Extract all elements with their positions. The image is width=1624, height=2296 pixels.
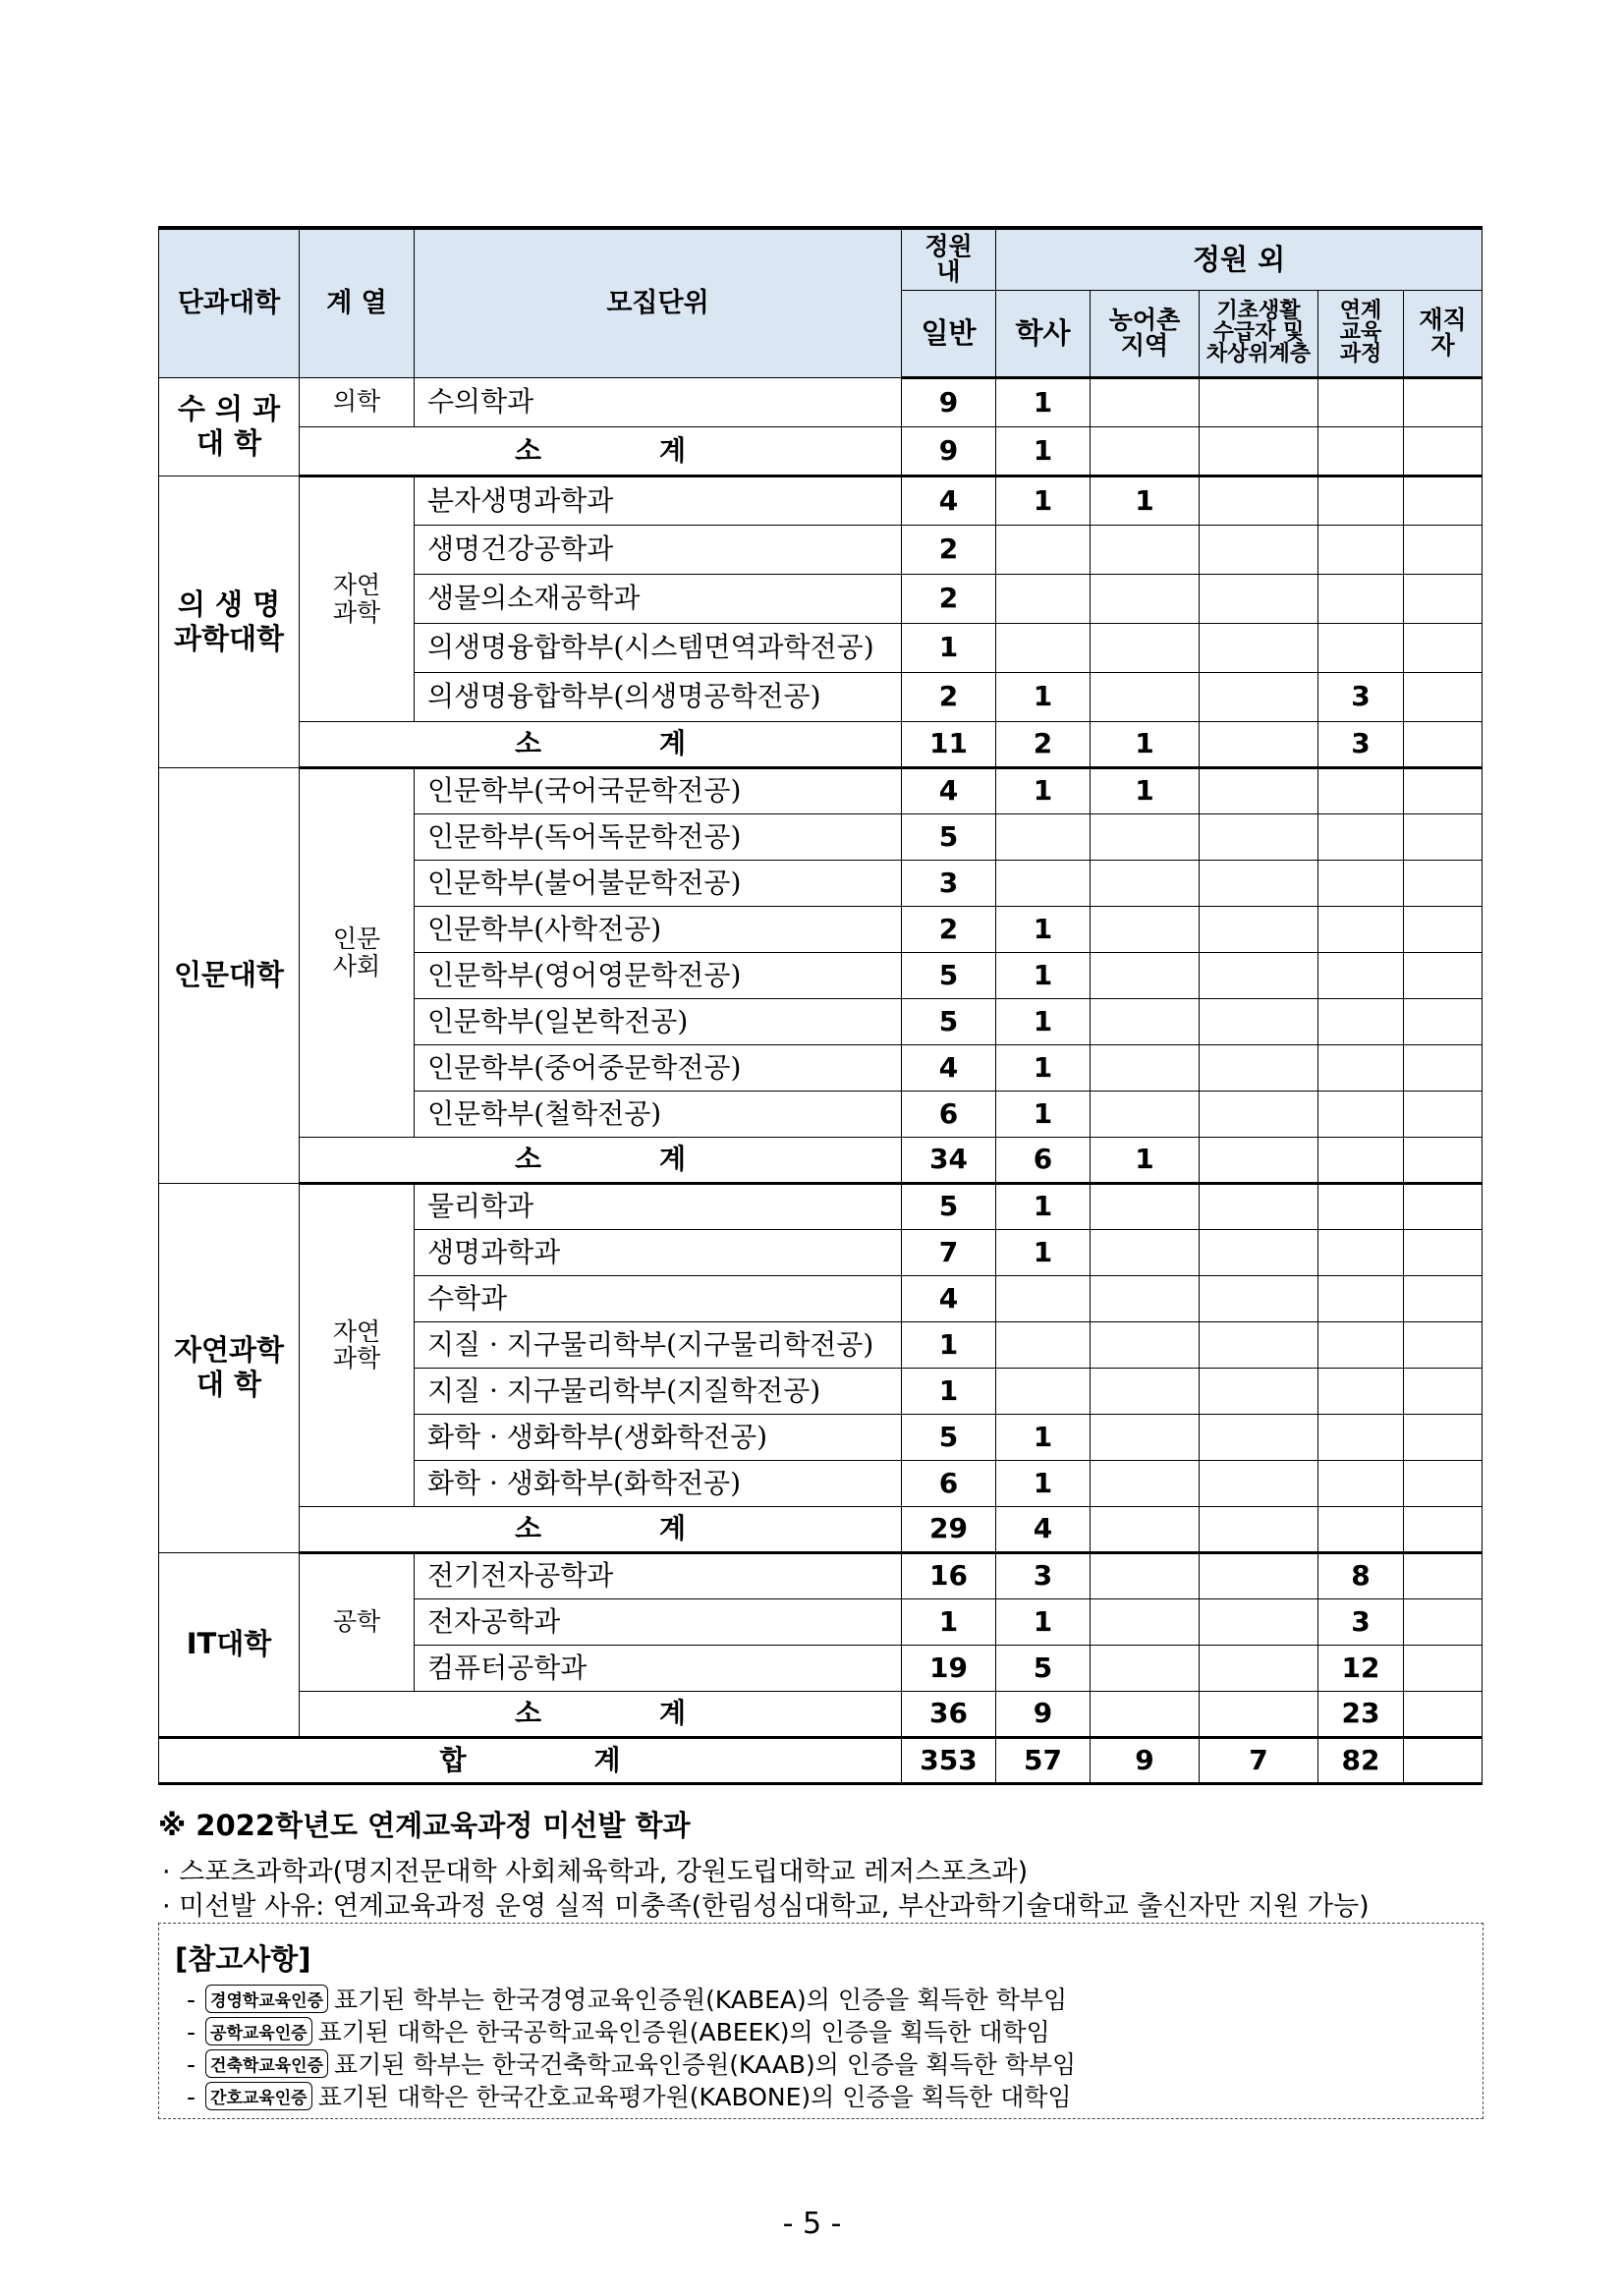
quota-basic: [1200, 525, 1318, 574]
total-basic: 7: [1200, 1737, 1318, 1783]
reference-prefix: -: [187, 2083, 196, 2111]
header-inside-quota: 정원 내: [902, 228, 996, 290]
subtotal-label-b: 계: [659, 1143, 687, 1176]
quota-basic: [1200, 1044, 1318, 1091]
subtotal-label-b: 계: [659, 1697, 687, 1730]
quota-basic: [1200, 672, 1318, 721]
quota-general: 5: [902, 813, 996, 860]
header-track: 계 열: [300, 228, 415, 377]
quota-linked: [1318, 1368, 1404, 1414]
quota-general: 4: [902, 476, 996, 525]
total-linked: 82: [1318, 1737, 1404, 1783]
quota-rural: [1091, 1183, 1200, 1229]
quota-rural: [1091, 860, 1200, 906]
quota-basic: [1200, 860, 1318, 906]
quota-basic: [1200, 1552, 1318, 1598]
quota-rural: [1091, 1598, 1200, 1645]
quota-rural: [1091, 1552, 1200, 1598]
header-bachelor: 학사: [996, 290, 1091, 377]
subtotal-label-a: 소: [514, 433, 541, 467]
track-name: 인문 사회: [300, 767, 415, 1137]
table-header: [159, 228, 1483, 377]
quota-rural: [1091, 1414, 1200, 1460]
quota-rural: [1091, 672, 1200, 721]
notes-bullet: · 스포츠과학과(명지전문대학 사회체육학과, 강원도립대학교 레저스포츠과): [162, 1857, 1029, 1887]
subtotal-general: 36: [902, 1691, 996, 1737]
college-name: IT대학: [159, 1552, 300, 1737]
header-employed: 재직 자: [1404, 290, 1483, 377]
total-rural: 9: [1091, 1737, 1200, 1783]
quota-bachelor: 1: [996, 1598, 1091, 1645]
quota-bachelor: [996, 1321, 1091, 1368]
college-name: 수 의 과 대 학: [159, 377, 300, 476]
quota-bachelor: 1: [996, 1414, 1091, 1460]
quota-basic: [1200, 377, 1318, 426]
quota-bachelor: 1: [996, 672, 1091, 721]
quota-general: 4: [902, 767, 996, 813]
subtotal-linked: [1318, 1506, 1404, 1552]
quota-employed: [1404, 1091, 1483, 1137]
certification-badge: 간호교육인증: [205, 2082, 312, 2110]
reference-item: [187, 2078, 1072, 2113]
unit-name: 화학 · 생화학부(화학전공): [415, 1460, 902, 1506]
subtotal-label: [300, 1691, 902, 1737]
subtotal-employed: [1404, 1137, 1483, 1183]
quota-linked: [1318, 1229, 1404, 1275]
subtotal-employed: [1404, 1691, 1483, 1737]
reference-item: [187, 2013, 1050, 2048]
subtotal-rural: [1091, 1691, 1200, 1737]
total-label-b: 계: [593, 1743, 621, 1776]
subtotal-label: [300, 1506, 902, 1552]
unit-name: 의생명융합학부(시스템면역과학전공): [415, 623, 902, 672]
quota-bachelor: 1: [996, 476, 1091, 525]
quota-general: 2: [902, 525, 996, 574]
unit-name: 수학과: [415, 1275, 902, 1321]
unit-name: 전기전자공학과: [415, 1552, 902, 1598]
quota-general: 3: [902, 860, 996, 906]
quota-linked: [1318, 767, 1404, 813]
quota-employed: [1404, 767, 1483, 813]
page-number: - 5 -: [782, 2207, 842, 2241]
quota-rural: [1091, 813, 1200, 860]
header-basic-living: 기초생활 수급자 및 차상위계층: [1200, 290, 1318, 377]
unit-name: 인문학부(사학전공): [415, 906, 902, 952]
quota-linked: [1318, 906, 1404, 952]
subtotal-label-a: 소: [514, 727, 541, 760]
notes-title: ※ 2022학년도 연계교육과정 미선발 학과: [158, 1809, 691, 1842]
reference-item: [187, 2045, 1076, 2081]
quota-bachelor: 1: [996, 1044, 1091, 1091]
quota-general: 2: [902, 672, 996, 721]
quota-basic: [1200, 574, 1318, 623]
quota-general: 7: [902, 1229, 996, 1275]
quota-employed: [1404, 952, 1483, 998]
header-rural: 농어촌 지역: [1091, 290, 1200, 377]
quota-basic: [1200, 1645, 1318, 1691]
quota-general: 9: [902, 377, 996, 426]
quota-general: 5: [902, 952, 996, 998]
quota-rural: [1091, 377, 1200, 426]
quota-linked: [1318, 1091, 1404, 1137]
quota-general: 19: [902, 1645, 996, 1691]
unit-name: 의생명융합학부(의생명공학전공): [415, 672, 902, 721]
unit-name: 인문학부(철학전공): [415, 1091, 902, 1137]
table-row: [159, 377, 1483, 426]
subtotal-label-a: 소: [514, 1697, 541, 1730]
subtotal-general: 11: [902, 721, 996, 767]
quota-rural: [1091, 998, 1200, 1044]
admission-quota-table: [158, 226, 1483, 1785]
unit-name: 인문학부(중어중문학전공): [415, 1044, 902, 1091]
quota-bachelor: [996, 1368, 1091, 1414]
subtotal-label-b: 계: [659, 1512, 687, 1545]
quota-linked: [1318, 525, 1404, 574]
quota-rural: [1091, 1321, 1200, 1368]
subtotal-bachelor: 1: [996, 426, 1091, 476]
subtotal-row: [159, 426, 1483, 476]
quota-rural: [1091, 1368, 1200, 1414]
unit-name: 인문학부(영어영문학전공): [415, 952, 902, 998]
subtotal-row: [159, 1506, 1483, 1552]
quota-general: 1: [902, 1598, 996, 1645]
quota-bachelor: [996, 860, 1091, 906]
quota-linked: [1318, 476, 1404, 525]
quota-rural: [1091, 623, 1200, 672]
quota-basic: [1200, 1414, 1318, 1460]
reference-text: 표기된 학부는 한국경영교육인증원(KABEA)의 인증을 획득한 학부임: [334, 1986, 1068, 2014]
quota-linked: [1318, 998, 1404, 1044]
quota-bachelor: 1: [996, 767, 1091, 813]
header-linked: 연계 교육 과정: [1318, 290, 1404, 377]
unit-name: 수의학과: [415, 377, 902, 426]
subtotal-label: [300, 1137, 902, 1183]
quota-general: 5: [902, 998, 996, 1044]
table-row: [159, 476, 1483, 525]
total-bachelor: 57: [996, 1737, 1091, 1783]
quota-rural: [1091, 1645, 1200, 1691]
subtotal-employed: [1404, 426, 1483, 476]
quota-rural: [1091, 1091, 1200, 1137]
quota-bachelor: 1: [996, 998, 1091, 1044]
quota-employed: [1404, 1229, 1483, 1275]
quota-bachelor: [996, 574, 1091, 623]
reference-text: 표기된 대학은 한국공학교육인증원(ABEEK)의 인증을 획득한 대학임: [317, 2018, 1050, 2046]
unit-name: 분자생명과학과: [415, 476, 902, 525]
quota-general: 16: [902, 1552, 996, 1598]
certification-badge: 경영학교육인증: [205, 1985, 328, 2013]
quota-employed: [1404, 1414, 1483, 1460]
subtotal-employed: [1404, 721, 1483, 767]
quota-employed: [1404, 1598, 1483, 1645]
quota-employed: [1404, 1321, 1483, 1368]
unit-name: 인문학부(국어국문학전공): [415, 767, 902, 813]
quota-basic: [1200, 1598, 1318, 1645]
quota-general: 5: [902, 1183, 996, 1229]
unit-name: 생명건강공학과: [415, 525, 902, 574]
quota-linked: [1318, 813, 1404, 860]
total-row: [159, 1737, 1483, 1783]
unit-name: 지질 · 지구물리학부(지질학전공): [415, 1368, 902, 1414]
subtotal-label-b: 계: [659, 433, 687, 467]
subtotal-label-a: 소: [514, 1143, 541, 1176]
subtotal-linked: [1318, 426, 1404, 476]
subtotal-general: 29: [902, 1506, 996, 1552]
subtotal-row: [159, 721, 1483, 767]
total-label: [159, 1737, 902, 1783]
reference-text: 표기된 대학은 한국간호교육평가원(KABONE)의 인증을 획득한 대학임: [317, 2083, 1072, 2111]
quota-bachelor: 1: [996, 1183, 1091, 1229]
subtotal-rural: 1: [1091, 1137, 1200, 1183]
quota-linked: [1318, 377, 1404, 426]
quota-linked: [1318, 1414, 1404, 1460]
quota-general: 4: [902, 1044, 996, 1091]
quota-employed: [1404, 672, 1483, 721]
quota-bachelor: 3: [996, 1552, 1091, 1598]
unit-name: 생물의소재공학과: [415, 574, 902, 623]
unit-name: 인문학부(일본학전공): [415, 998, 902, 1044]
quota-linked: 3: [1318, 1598, 1404, 1645]
subtotal-label-a: 소: [514, 1512, 541, 1545]
quota-linked: [1318, 574, 1404, 623]
total-general: 353: [902, 1737, 996, 1783]
reference-box: [158, 1923, 1484, 2119]
reference-text: 표기된 학부는 한국건축학교육인증원(KAAB)의 인증을 획득한 학부임: [334, 2050, 1077, 2079]
quota-employed: [1404, 860, 1483, 906]
subtotal-row: [159, 1137, 1483, 1183]
header-outside-quota: 정원 외: [996, 228, 1483, 290]
quota-linked: [1318, 623, 1404, 672]
quota-employed: [1404, 1044, 1483, 1091]
quota-employed: [1404, 1552, 1483, 1598]
quota-employed: [1404, 813, 1483, 860]
notes-bullet: · 미선발 사유: 연계교육과정 운영 실적 미충족(한림성심대학교, 부산과학기술대학교 출신자만 지원 가능): [162, 1891, 1370, 1922]
quota-basic: [1200, 813, 1318, 860]
subtotal-general: 34: [902, 1137, 996, 1183]
reference-prefix: -: [187, 2018, 196, 2046]
subtotal-bachelor: 4: [996, 1506, 1091, 1552]
quota-general: 1: [902, 1321, 996, 1368]
quota-basic: [1200, 767, 1318, 813]
quota-employed: [1404, 998, 1483, 1044]
subtotal-basic: [1200, 721, 1318, 767]
college-name: 인문대학: [159, 767, 300, 1183]
unit-name: 인문학부(독어독문학전공): [415, 813, 902, 860]
subtotal-bachelor: 2: [996, 721, 1091, 767]
subtotal-linked: 3: [1318, 721, 1404, 767]
quota-bachelor: [996, 623, 1091, 672]
quota-bachelor: [996, 813, 1091, 860]
subtotal-rural: [1091, 426, 1200, 476]
unit-name: 인문학부(불어불문학전공): [415, 860, 902, 906]
quota-bachelor: 5: [996, 1645, 1091, 1691]
quota-employed: [1404, 623, 1483, 672]
college-name: 의 생 명 과학대학: [159, 476, 300, 767]
quota-rural: [1091, 1275, 1200, 1321]
quota-general: 2: [902, 574, 996, 623]
table-row: [159, 767, 1483, 813]
quota-rural: [1091, 952, 1200, 998]
quota-general: 4: [902, 1275, 996, 1321]
subtotal-label-b: 계: [659, 727, 687, 760]
track-name: 공학: [300, 1552, 415, 1691]
quota-rural: [1091, 525, 1200, 574]
quota-linked: 8: [1318, 1552, 1404, 1598]
reference-item: [187, 1981, 1067, 2016]
quota-linked: [1318, 860, 1404, 906]
quota-rural: [1091, 1229, 1200, 1275]
quota-employed: [1404, 476, 1483, 525]
quota-employed: [1404, 906, 1483, 952]
quota-employed: [1404, 1645, 1483, 1691]
quota-basic: [1200, 623, 1318, 672]
quota-bachelor: [996, 1275, 1091, 1321]
header-college: 단과대학: [159, 228, 300, 377]
quota-bachelor: 1: [996, 1229, 1091, 1275]
subtotal-general: 9: [902, 426, 996, 476]
quota-employed: [1404, 574, 1483, 623]
subtotal-bachelor: 9: [996, 1691, 1091, 1737]
quota-general: 2: [902, 906, 996, 952]
quota-general: 1: [902, 623, 996, 672]
table-row: [159, 1183, 1483, 1229]
subtotal-basic: [1200, 1137, 1318, 1183]
table-row: [159, 1552, 1483, 1598]
total-employed: [1404, 1737, 1483, 1783]
quota-rural: [1091, 906, 1200, 952]
quota-employed: [1404, 1275, 1483, 1321]
quota-bachelor: 1: [996, 906, 1091, 952]
quota-basic: [1200, 476, 1318, 525]
unit-name: 컴퓨터공학과: [415, 1645, 902, 1691]
table-body: [159, 377, 1483, 1783]
quota-bachelor: 1: [996, 377, 1091, 426]
quota-general: 6: [902, 1460, 996, 1506]
quota-employed: [1404, 377, 1483, 426]
certification-badge: 공학교육인증: [205, 2017, 312, 2045]
subtotal-basic: [1200, 1506, 1318, 1552]
quota-general: 6: [902, 1091, 996, 1137]
quota-rural: [1091, 574, 1200, 623]
quota-bachelor: 1: [996, 952, 1091, 998]
quota-bachelor: 1: [996, 1460, 1091, 1506]
quota-basic: [1200, 1368, 1318, 1414]
quota-linked: [1318, 1275, 1404, 1321]
track-name: 자연 과학: [300, 1183, 415, 1506]
subtotal-rural: 1: [1091, 721, 1200, 767]
quota-linked: [1318, 1321, 1404, 1368]
quota-basic: [1200, 1091, 1318, 1137]
unit-name: 생명과학과: [415, 1229, 902, 1275]
quota-rural: 1: [1091, 476, 1200, 525]
quota-basic: [1200, 952, 1318, 998]
reference-prefix: -: [187, 2050, 196, 2079]
quota-basic: [1200, 1321, 1318, 1368]
subtotal-row: [159, 1691, 1483, 1737]
reference-title: [참고사항]: [175, 1942, 311, 1976]
quota-bachelor: [996, 525, 1091, 574]
subtotal-basic: [1200, 1691, 1318, 1737]
quota-general: 1: [902, 1368, 996, 1414]
quota-linked: [1318, 1460, 1404, 1506]
quota-linked: 12: [1318, 1645, 1404, 1691]
quota-general: 5: [902, 1414, 996, 1460]
quota-linked: [1318, 1183, 1404, 1229]
quota-employed: [1404, 1368, 1483, 1414]
unit-name: 전자공학과: [415, 1598, 902, 1645]
header-general: 일반: [902, 290, 996, 377]
subtotal-label: [300, 721, 902, 767]
quota-employed: [1404, 525, 1483, 574]
quota-linked: 3: [1318, 672, 1404, 721]
quota-basic: [1200, 1229, 1318, 1275]
quota-basic: [1200, 1275, 1318, 1321]
quota-linked: [1318, 952, 1404, 998]
subtotal-rural: [1091, 1506, 1200, 1552]
quota-linked: [1318, 1044, 1404, 1091]
quota-basic: [1200, 998, 1318, 1044]
quota-basic: [1200, 906, 1318, 952]
unit-name: 화학 · 생화학부(생화학전공): [415, 1414, 902, 1460]
track-name: 의학: [300, 377, 415, 426]
subtotal-label: [300, 426, 902, 476]
quota-basic: [1200, 1460, 1318, 1506]
subtotal-employed: [1404, 1506, 1483, 1552]
quota-basic: [1200, 1183, 1318, 1229]
header-unit: 모집단위: [415, 228, 902, 377]
college-name: 자연과학 대 학: [159, 1183, 300, 1552]
track-name: 자연 과학: [300, 476, 415, 721]
subtotal-linked: [1318, 1137, 1404, 1183]
total-label-a: 합: [439, 1743, 467, 1776]
unit-name: 물리학과: [415, 1183, 902, 1229]
quota-employed: [1404, 1460, 1483, 1506]
quota-rural: [1091, 1460, 1200, 1506]
subtotal-basic: [1200, 426, 1318, 476]
quota-rural: [1091, 1044, 1200, 1091]
quota-bachelor: 1: [996, 1091, 1091, 1137]
quota-employed: [1404, 1183, 1483, 1229]
subtotal-bachelor: 6: [996, 1137, 1091, 1183]
quota-rural: 1: [1091, 767, 1200, 813]
unit-name: 지질 · 지구물리학부(지구물리학전공): [415, 1321, 902, 1368]
subtotal-linked: 23: [1318, 1691, 1404, 1737]
certification-badge: 건축학교육인증: [205, 2049, 328, 2078]
reference-prefix: -: [187, 1986, 196, 2014]
